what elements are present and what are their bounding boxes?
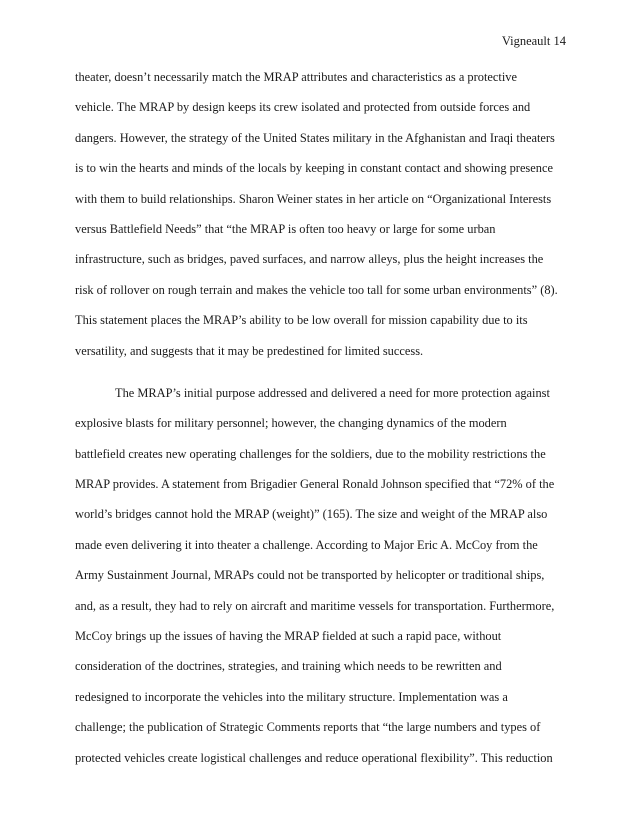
text-line: challenge; the publication of Strategic Comments reports that “the large numbers and types of <box>75 720 541 735</box>
text-line: redesigned to incorporate the vehicles into the military structure. Implementation was a <box>75 689 508 704</box>
body-text <box>75 69 571 780</box>
text-line: world’s bridges cannot hold the MRAP (weight)” (165). The size and weight of the MRAP also <box>75 507 548 522</box>
text-line: with them to build relationships. Sharon Weiner states in her article on “Organizational Interests <box>75 191 552 206</box>
text-line: and, as a result, they had to rely on aircraft and maritime vessels for transportation. Furthermore, <box>75 598 555 613</box>
text-line: protected vehicles create logistical challenges and reduce operational flexibility”. This reduction <box>75 750 553 765</box>
text-line: risk of rollover on rough terrain and makes the vehicle too tall for some urban environments” (8). <box>75 282 558 297</box>
running-head: Vigneault 14 <box>501 34 566 48</box>
text-line: infrastructure, such as bridges, paved surfaces, and narrow alleys, plus the height increases the <box>75 252 544 267</box>
text-line: MRAP provides. A statement from Brigadier General Ronald Johnson specified that “72% of the <box>75 477 555 492</box>
text-line: McCoy brings up the issues of having the MRAP fielded at such a rapid pace, without <box>75 629 502 644</box>
text-line: made even delivering it into theater a challenge. According to Major Eric A. McCoy from the <box>75 537 538 552</box>
text-line: theater, doesn’t necessarily match the MRAP attributes and characteristics as a protective <box>75 70 517 84</box>
text-line: Army Sustainment Journal, MRAPs could not be transported by helicopter or traditional ships, <box>75 568 545 583</box>
text-line: This statement places the MRAP’s ability to be low overall for mission capability due to its <box>75 313 528 328</box>
text-line: versus Battlefield Needs” that “the MRAP is often too heavy or large for some urban <box>75 221 496 236</box>
text-line: consideration of the doctrines, strategies, and training which needs to be rewritten and <box>75 659 502 674</box>
paragraph-1 <box>75 69 571 373</box>
text-line: vehicle. The MRAP by design keeps its crew isolated and protected from outside forces and <box>75 100 531 115</box>
text-line: battlefield creates new operating challenges for the soldiers, due to the mobility restrictions the <box>75 446 546 461</box>
text-line-indented: The MRAP’s initial purpose addressed and delivered a need for more protection against <box>115 385 550 400</box>
text-line: dangers. However, the strategy of the United States military in the Afghanistan and Iraqi theaters <box>75 130 555 145</box>
text-line: versatility, and suggests that it may be predestined for limited success. <box>75 343 424 358</box>
paragraph-2 <box>75 385 571 780</box>
text-line: is to win the hearts and minds of the locals by keeping in constant contact and showing presence <box>75 161 553 176</box>
text-line: explosive blasts for military personnel; however, the changing dynamics of the modern <box>75 416 507 431</box>
